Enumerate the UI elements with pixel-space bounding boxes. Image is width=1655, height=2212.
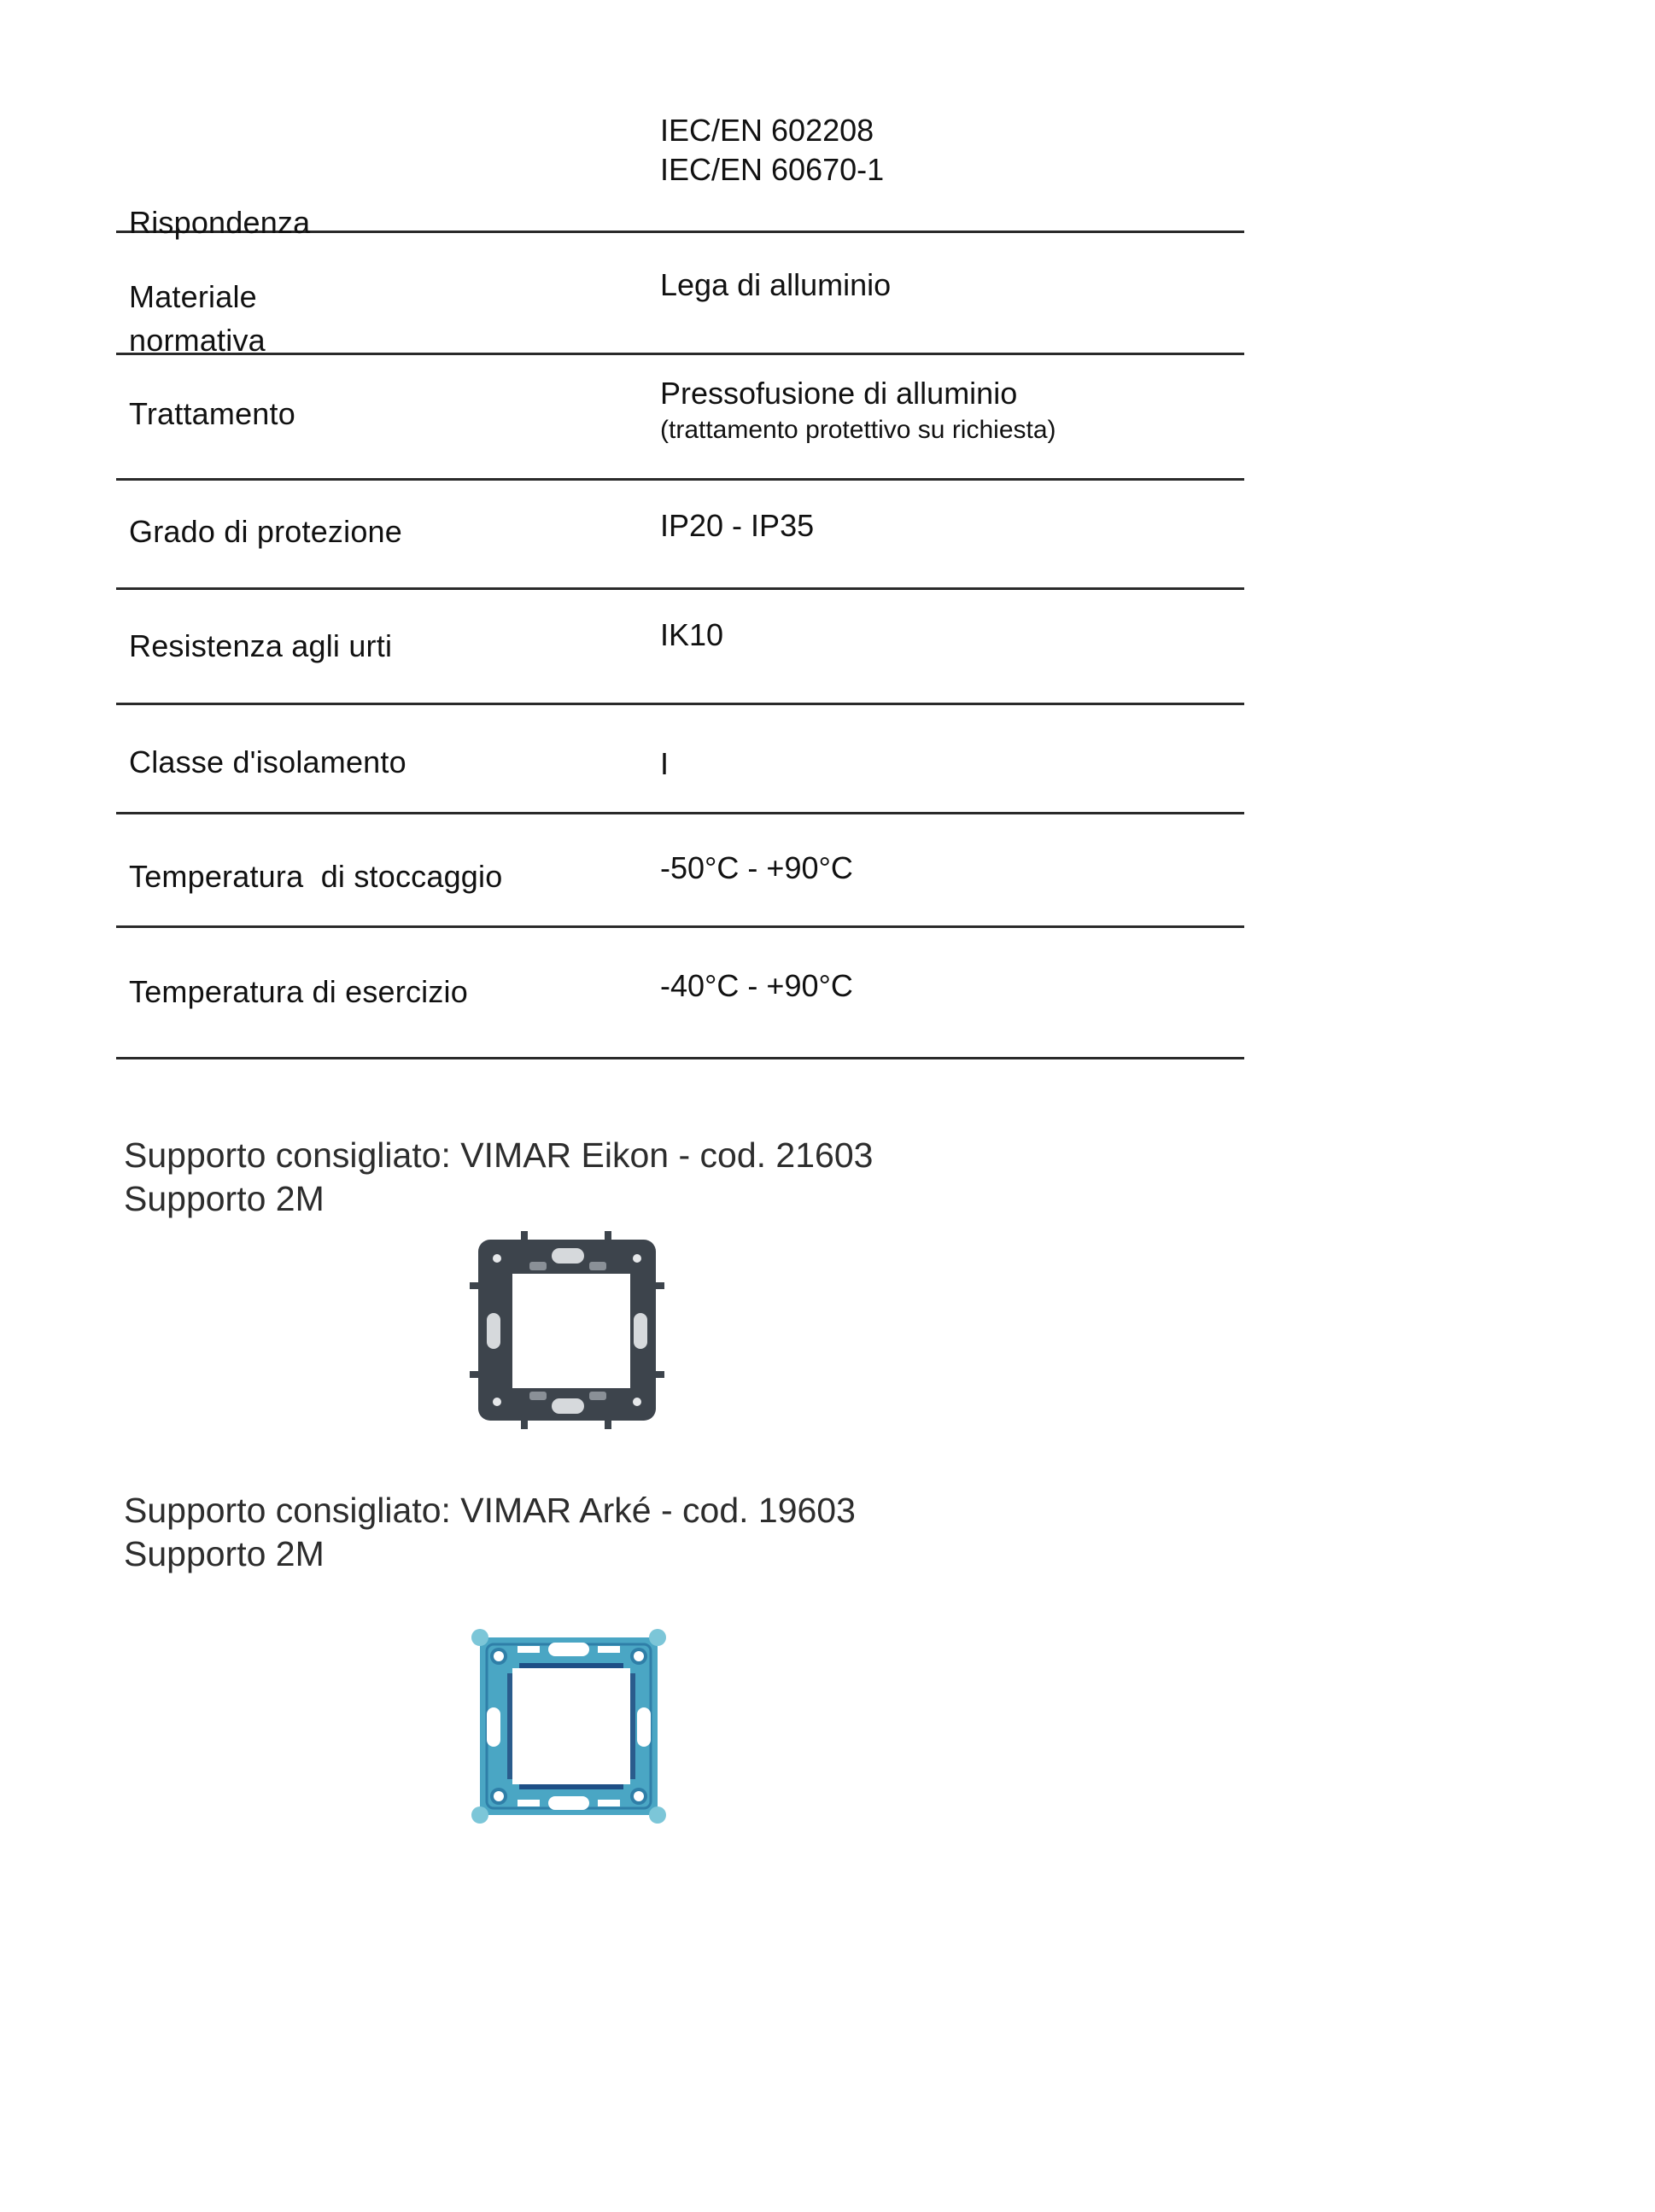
spec-row-grado-protezione	[116, 481, 1244, 590]
arke-frame-body	[471, 1629, 666, 1824]
spec-value-line: IEC/EN 602208	[660, 113, 874, 148]
support-title: Supporto consigliato: VIMAR Eikon - cod. 21603	[124, 1135, 874, 1175]
spec-value: IP20 - IP35	[660, 508, 815, 543]
spec-label: Trattamento	[129, 396, 295, 431]
spec-label: Temperatura di stoccaggio	[129, 859, 503, 894]
vimar-arke-frame-image	[468, 1625, 670, 1827]
spec-label-line: normativa	[129, 323, 266, 358]
spec-row-trattamento	[116, 355, 1244, 481]
spec-value: I	[660, 746, 670, 781]
spec-value	[660, 111, 884, 190]
support-subtitle: Supporto 2M	[124, 1179, 325, 1218]
support-arke-caption	[124, 1489, 856, 1576]
spec-value: -50°C - +90°C	[660, 850, 853, 885]
spec-table	[116, 102, 1244, 1059]
spec-value: -40°C - +90°C	[660, 968, 853, 1003]
spec-label: Classe d'isolamento	[129, 744, 406, 779]
support-subtitle: Supporto 2M	[124, 1534, 325, 1573]
spec-value: Lega di alluminio	[660, 267, 892, 302]
spec-value: IK10	[660, 617, 724, 652]
eikon-frame-body	[470, 1231, 664, 1429]
vimar-eikon-frame-image	[468, 1229, 666, 1433]
spec-label: Resistenza agli urti	[129, 628, 393, 663]
spec-value-line: Pressofusione di alluminio	[660, 376, 1018, 411]
support-eikon-caption	[124, 1134, 873, 1221]
spec-label: Materiale	[129, 279, 257, 314]
spec-label-line: Rispondenza	[129, 205, 311, 240]
spec-value-line: IEC/EN 60670-1	[660, 152, 885, 187]
spec-row-materiale	[116, 233, 1244, 355]
spec-row-classe-isolamento	[116, 705, 1244, 814]
spec-label: Temperatura di esercizio	[129, 974, 468, 1009]
support-title: Supporto consigliato: VIMAR Arké - cod. 19603	[124, 1491, 856, 1530]
spec-row-temperatura-stoccaggio	[116, 814, 1244, 928]
spec-value	[660, 374, 1056, 447]
spec-value-note: (trattamento protettivo su richiesta)	[660, 416, 1056, 444]
spec-label: Grado di protezione	[129, 514, 402, 549]
spec-row-resistenza-urti	[116, 590, 1244, 705]
spec-row-temperatura-esercizio	[116, 928, 1244, 1059]
